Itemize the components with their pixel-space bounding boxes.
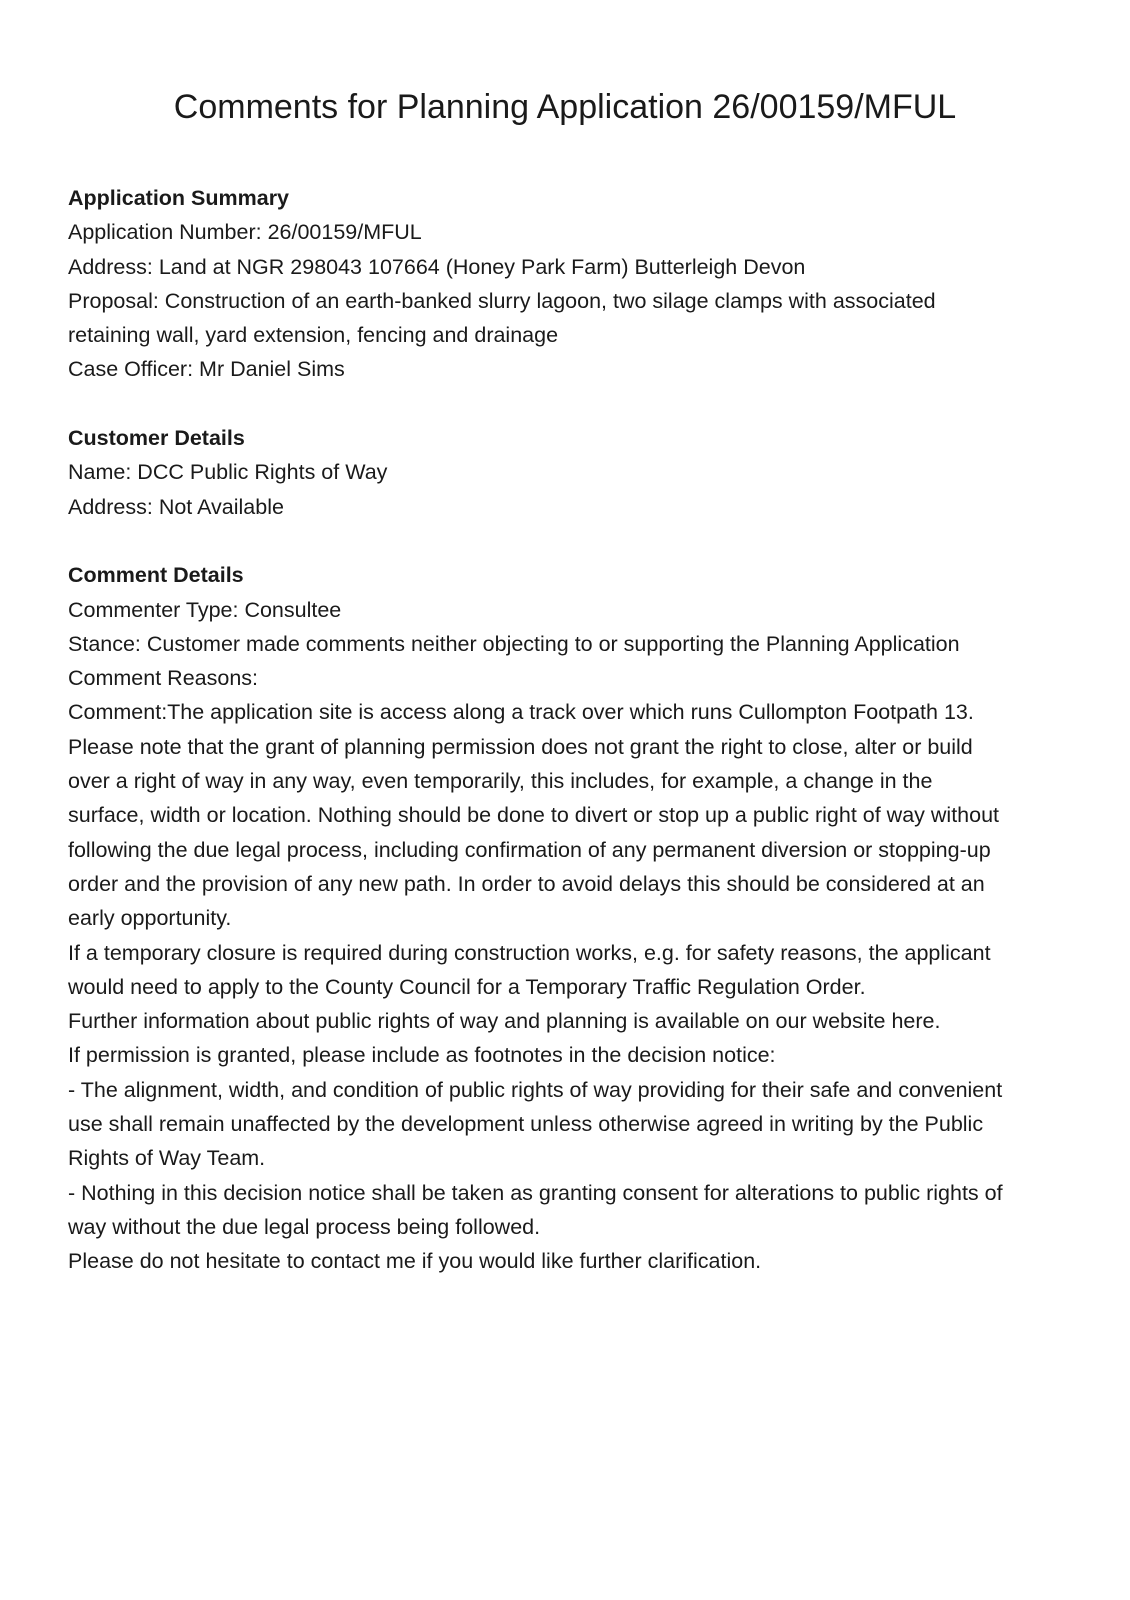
application-address: Address: Land at NGR 298043 107664 (Honey Park Farm) Butterleigh Devon bbox=[68, 254, 806, 279]
comment-text-line: If a temporary closure is required during construction works, e.g. for safety reasons, the applicant bbox=[68, 940, 991, 965]
comment-text-line: Comment:The application site is access along a track over which runs Cullompton Footpath 13. bbox=[68, 700, 974, 725]
proposal-line: retaining wall, yard extension, fencing and drainage bbox=[68, 323, 559, 348]
comment-text-line: - Nothing in this decision notice shall be taken as granting consent for alterations to public rights of bbox=[68, 1180, 1003, 1205]
comment-text-line: way without the due legal process being followed. bbox=[68, 1214, 541, 1239]
comment-text-line: Further information about public rights of way and planning is available on our website here. bbox=[68, 1009, 941, 1034]
comment-text-line: If permission is granted, please include as footnotes in the decision notice: bbox=[68, 1043, 776, 1068]
section-spacer bbox=[68, 387, 1068, 421]
comment-text-line: Please do not hesitate to contact me if you would like further clarification. bbox=[68, 1249, 762, 1274]
comment-details-section bbox=[68, 558, 1068, 1278]
document-body bbox=[68, 181, 1068, 1279]
comment-reasons: Comment Reasons: bbox=[68, 666, 258, 691]
comment-text-line: over a right of way in any way, even temporarily, this includes, for example, a change in the bbox=[68, 769, 933, 794]
case-officer: Case Officer: Mr Daniel Sims bbox=[68, 357, 345, 382]
customer-address: Address: Not Available bbox=[68, 494, 284, 519]
customer-name: Name: DCC Public Rights of Way bbox=[68, 460, 388, 485]
comment-text-line: Please note that the grant of planning permission does not grant the right to close, alter or build bbox=[68, 734, 973, 759]
commenter-type: Commenter Type: Consultee bbox=[68, 597, 342, 622]
stance: Stance: Customer made comments neither objecting to or supporting the Planning Application bbox=[68, 631, 960, 656]
comment-text-line: order and the provision of any new path. In order to avoid delays this should be considered at an bbox=[68, 871, 985, 896]
comment-text-line: would need to apply to the County Council for a Temporary Traffic Regulation Order. bbox=[68, 974, 866, 999]
comment-text-line: use shall remain unaffected by the development unless otherwise agreed in writing by the Public bbox=[68, 1112, 984, 1137]
section-heading: Application Summary bbox=[68, 186, 290, 210]
comment-text-line: following the due legal process, including confirmation of any permanent diversion or stopping-up bbox=[68, 837, 991, 862]
page-title: Comments for Planning Application 26/00159/MFUL bbox=[173, 88, 957, 126]
section-heading: Comment Details bbox=[68, 563, 244, 588]
customer-details-section bbox=[68, 421, 1068, 524]
comment-text-line: surface, width or location. Nothing should be done to divert or stop up a public right of way without bbox=[68, 803, 1000, 828]
section-spacer bbox=[68, 524, 1068, 558]
application-number: Application Number: 26/00159/MFUL bbox=[68, 220, 422, 245]
comment-text-line: early opportunity. bbox=[68, 906, 232, 931]
comment-text-line: Rights of Way Team. bbox=[68, 1146, 266, 1171]
proposal-line: Proposal: Construction of an earth-banked slurry lagoon, two silage clamps with associated bbox=[68, 288, 936, 313]
section-heading: Customer Details bbox=[68, 426, 245, 451]
comment-text-line: - The alignment, width, and condition of public rights of way providing for their safe and convenient bbox=[68, 1077, 1003, 1102]
application-summary-section bbox=[68, 181, 1068, 387]
